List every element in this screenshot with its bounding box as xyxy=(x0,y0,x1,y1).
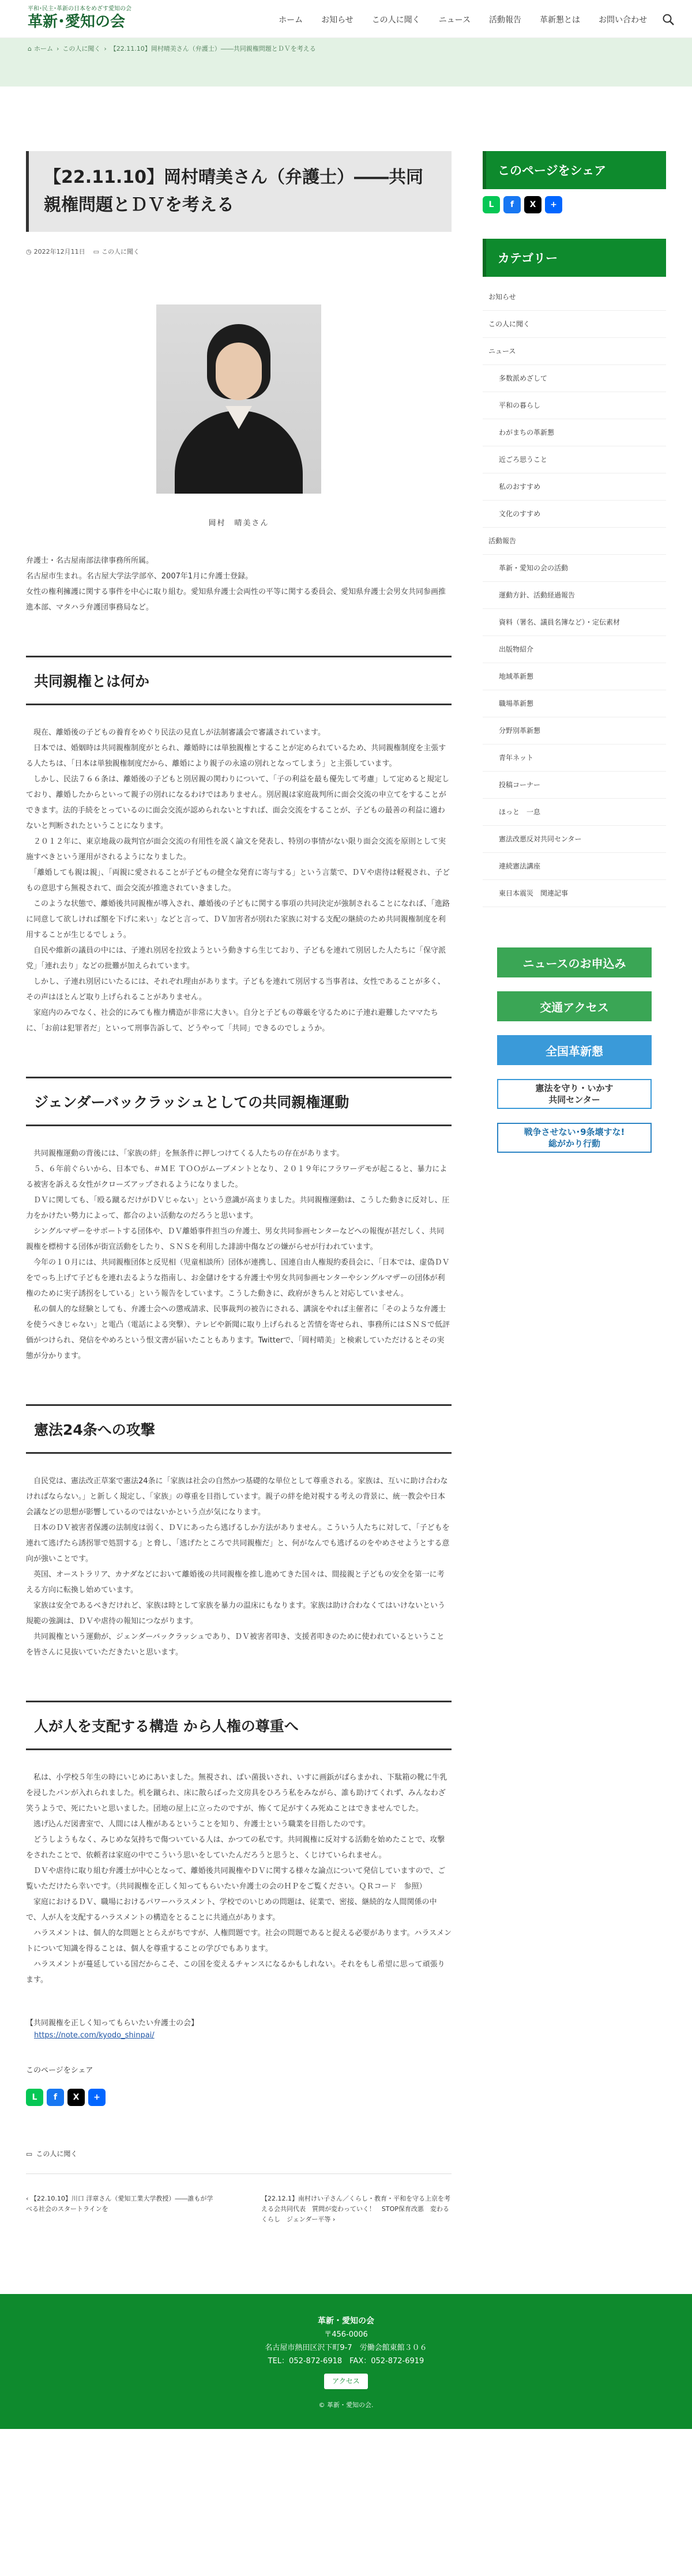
section-paragraph: ２０１２年に、東京地裁の裁判官が面会交流の有用性を説く論文を発表し、特別の事情がない限り面会交流を原則として実施すべきという運用がされるようになりました。 xyxy=(26,837,446,862)
section-paragraph: 日本のＤＶ被害者保護の法制度は弱く、ＤＶにあったら逃げるしか方法がありません。こういう人たちに対して、「子どもを連れて逃げたら誘拐罪で処罰する」と脅し、「逃げたところで共同親権だ」と、何がなんでも逃げるのをやめさせようとする意向が強いことです。 xyxy=(26,1524,450,1563)
content-container xyxy=(26,87,666,2225)
breadcrumb-band xyxy=(0,38,692,87)
section-paragraph: 私は、小学校５年生の時にいじめにあいました。無視され、ばい菌扱いされ、いすに画鋲がばらまかれ、下駄箱の靴に牛乳を浸したパンが入れられました。机を蹴られ、床に散らばった文房具をひろう私をみながら、誰も助けてくれず、みんなわざ笑うようで、死にたいと思いました。団地の屋上に立ったのですが、怖くて足がすくみ死ぬことはできませんでした。 xyxy=(26,1773,447,1813)
section-paragraph: 現在、離婚後の子どもの養育をめぐり民法の見直しが法制審議会で審議されています。 xyxy=(26,728,325,737)
sidebar-category-item[interactable]: 憲法改悪反対共同センター xyxy=(483,826,666,853)
site-title[interactable]: 革新･愛知の会 xyxy=(28,13,126,31)
profile-line: 名古屋市生まれ。名古屋大学法学部卒、2007年1月に弁護士登録。 xyxy=(26,572,253,581)
sidebar-category-item[interactable]: 出版物紹介 xyxy=(483,636,666,663)
post-date: 2022年12月11日 xyxy=(33,248,85,255)
line-share-icon[interactable]: L xyxy=(26,2089,43,2106)
sidebar-banner[interactable]: 全国革新懇 xyxy=(497,1035,652,1065)
breadcrumb-category[interactable]: この人に聞く xyxy=(62,45,101,52)
sidebar-category-item[interactable]: 革新・愛知の会の活動 xyxy=(483,555,666,582)
sidebar-banner[interactable]: 交通アクセス xyxy=(497,991,652,1021)
sidebar-category-item[interactable]: お知らせ xyxy=(483,284,666,311)
section-body xyxy=(26,1473,452,1660)
sidebar-category-item[interactable]: 東日本震災 関連記事 xyxy=(483,880,666,907)
sidebar-category-heading: カテゴリー xyxy=(483,239,666,277)
section-paragraph: ハラスメントは、個人的な問題ととらえがちですが、人権問題です。社会の問題であると捉える必要があります。ハラスメントについて知識を得ることは、個人を尊重することの学びでもあります。 xyxy=(26,1929,452,1953)
portrait-image xyxy=(156,304,321,494)
nav-news-notice[interactable]: お知らせ xyxy=(321,16,353,25)
section-heading: 人が人を支配する構造 から人権の尊重へ xyxy=(26,1701,452,1750)
copyright: © 革新・愛知の会. xyxy=(318,2401,374,2409)
share-buttons xyxy=(26,2089,452,2106)
sidebar-category-item[interactable]: 運動方針、活動経過報告 xyxy=(483,582,666,609)
profile-line: 弁護士・名古屋南部法律事務所所属。 xyxy=(26,556,154,565)
section-paragraph: ＤＶや虐待に取り組む弁護士が中心となって、離婚後共同親権やＤＶに関する様々な論点について発信していますので、ご覧いただけたら幸いです。（共同親権を正しく知ってもらいたい弁護士の会のＨＰをご覧ください。ＱＲコード 参照） xyxy=(26,1867,446,1891)
group-link[interactable]: https://note.com/kyodo_shinpai/ xyxy=(34,2031,155,2040)
sidebar-category-item[interactable]: 平和の暮らし xyxy=(483,392,666,419)
next-arrow-icon: › xyxy=(330,2216,336,2223)
breadcrumb xyxy=(28,44,692,53)
nav-activity[interactable]: 活動報告 xyxy=(489,16,521,25)
section-paragraph: ハラスメントが蔓延している国だからこそ、この国を変えるチャンスになるかもしれない。それをもし希望に思って頑張ります。 xyxy=(26,1960,445,1984)
section-paragraph: このような状態で、離婚後共同親権が導入され、離婚後の子どもに関する事項の共同決定が強制されることになれば、「進路に同意して欲しければ額を下げに来い」などと言って、ＤＶ加害者が別れた家族に対する支配の継続のため共同親権制度を利用することが生じるでしょう。 xyxy=(26,900,450,939)
section-heading: ジェンダーバックラッシュとしての共同親権運動 xyxy=(26,1077,452,1126)
folder-icon: ▭ xyxy=(93,247,100,255)
section-paragraph: 家庭におけるＤＶ、職場におけるパワーハラスメント、学校でのいじめの問題は、従業で、密接、継続的な人間関係の中で、人が人を支配するハラスメントの構造をとることに共通点があります。 xyxy=(26,1898,437,1922)
footer-postal: 〒456-0006 xyxy=(324,2330,368,2339)
footer-tel: TEL：052-872-6918 FAX：052-872-6919 xyxy=(268,2357,424,2366)
footer-name: 革新・愛知の会 xyxy=(318,2316,374,2326)
section-body xyxy=(26,1146,452,1364)
portrait-caption: 岡村 晴美さん xyxy=(208,519,269,528)
section-paragraph: しかし、民法７６６条は、離婚後の子どもと別居親の関わりについて、「子の利益を最も優先して考慮」して定めると規定しており、離婚したからといって親子の別れになるわけではありません。別居親は家庭裁判所に面会交流の申立てをすることができます。法的手続をとっているのに面会交流が認められないとすれば、面会交流をすることが、子どもの最善の利益に適わないと判断されたということになります。 xyxy=(26,775,449,830)
next-post-link[interactable]: 【22.12.1】南村けい子さん／くらし・教育・平和を守る上京を考える会共同代表 質問が変わっていく！ STOP保育改悪 変わるくらし ジェンダー平等 › xyxy=(261,2195,450,2223)
site-logo[interactable] xyxy=(28,6,131,31)
profile-line: 女性の権利擁護に関する事件を中心に取り組む。愛知県弁護士会両性の平等に関する委員会、愛知県弁護士会男女共同参画推進本部、マタハラ弁護団事務局など。 xyxy=(26,588,446,612)
section-paragraph: 家族は安全であるべきだけれど、家族は時として家族を暴力の温床にもなります。家族は助け合わなくてはいけないという規範の強調は、ＤＶや虐待の報知につながります。 xyxy=(26,1601,445,1626)
section-paragraph: ５、６年前ぐらいから、日本でも、＃ＭＥ ＴＯＯがムーブメントとなり、２０１９年にフラワーデモが起こると、暴力による被害を訴える女性がクローズアップされるようになりました。 xyxy=(26,1165,447,1189)
bottom-category-link[interactable]: この人に聞く xyxy=(36,2150,78,2158)
section-body xyxy=(26,725,452,1036)
sidebar-category-item[interactable]: ニュース xyxy=(483,338,666,365)
sidebar-share-buttons xyxy=(483,196,666,213)
sidebar-category-item[interactable]: 地域革新懇 xyxy=(483,663,666,690)
breadcrumb-home[interactable]: ホーム xyxy=(33,45,53,52)
add-share-icon[interactable]: + xyxy=(88,2089,106,2106)
sidebar-banners xyxy=(483,947,666,1153)
category-list xyxy=(483,284,666,907)
sidebar-category-item[interactable]: 職場革新懇 xyxy=(483,690,666,717)
group-info xyxy=(26,2017,452,2106)
section-paragraph: 私の個人的な経験としても、弁護士会への懲戒請求、民事裁判の被告にされる、講演をやれば主催者に「そのような弁護士を使うべきじゃない」と電凸（電話による突撃）、テレビや新聞に取り上げられると苦情を寄せられ、事務所にはＳＮＳで低評価がつけられ、発信をやめろという恨文書が届いたこともあります。Twitterで、「岡村晴美」と検索していただけるとその実態が分かります。 xyxy=(26,1305,450,1360)
sidebar-banner[interactable]: ニュースのお申込み xyxy=(497,947,652,977)
section-paragraph: しかし、子連れ別居にいたるには、それぞれ理由があります。子どもを連れて別居する当事者は、女性であることが多く、その声はほとんど取り上げられることがありません。 xyxy=(26,977,445,1002)
footer-address: 名古屋市熱田区沢下町9-7 労働会館東館３０６ xyxy=(265,2344,427,2352)
sidebar-category-item[interactable]: 連続憲法講座 xyxy=(483,853,666,880)
folder-icon: ▭ xyxy=(26,2149,33,2158)
section-paragraph: 共同親権運動の背後には、「家族の絆」を無条件に押しつけてくる人たちの存在があります。 xyxy=(26,1149,344,1158)
facebook-share-icon[interactable]: f xyxy=(503,196,521,213)
group-label: 【共同親権を正しく知ってもらいたい弁護士の会】 xyxy=(26,2019,199,2028)
section-paragraph: 自民や維新の議員の中には、子連れ別居を拉致ようという動きすら生じており、子どもを連れて別居した人たちに「保守派党」「連れ去り」などの批難が加えられています。 xyxy=(26,946,446,971)
x-share-icon[interactable]: X xyxy=(524,196,541,213)
share-label: このページをシェア xyxy=(26,2066,93,2075)
section-body xyxy=(26,1770,452,1988)
line-share-icon[interactable]: L xyxy=(483,196,500,213)
sidebar-category-item[interactable]: わがまちの革新懇 xyxy=(483,419,666,446)
prev-arrow-icon: ‹ xyxy=(26,2195,31,2202)
page-title: 【22.11.10】岡村晴美さん（弁護士）――共同親権問題とＤＶを考える xyxy=(44,167,424,215)
section-paragraph: 日本では、婚姻時は共同親権制度がとられ、離婚時には単独親権とすることが定められているため、共同親権制度を主張する人たちは、「日本は単独親権制度だから、離婚により親子の永遠の別れとなってしまう」と主張しています。 xyxy=(26,744,446,768)
bottom-category xyxy=(26,2149,452,2158)
breadcrumb-sep: › xyxy=(104,44,107,52)
search-icon[interactable] xyxy=(662,13,675,26)
post-meta xyxy=(26,247,452,256)
sidebar-banner[interactable]: 憲法を守り・いかす 共同センター xyxy=(497,1079,652,1109)
main-column xyxy=(26,151,452,2225)
sidebar-banner[interactable]: 戦争させない･9条壊すな! 総がかり行動 xyxy=(497,1123,652,1153)
section-paragraph: 「離婚しても親は親」、「両親に愛されることが子どもの健全な発育に寄与する」という言葉で、ＤＶや虐待は軽視され、子どもの意思すら無視されて、面会交流が推進されていきました。 xyxy=(26,868,450,893)
sidebar-category-item[interactable]: 文化のすすめ xyxy=(483,501,666,528)
section-heading: 共同親権とは何か xyxy=(26,656,452,705)
section-paragraph: 逃げ込んだ図書室で、人間には人権があるということを知り、弁護士という職業を目指したのです。 xyxy=(26,1820,370,1829)
sidebar-category-item[interactable]: 私のおすすめ xyxy=(483,473,666,501)
facebook-share-icon[interactable]: f xyxy=(47,2089,64,2106)
section-paragraph: 共同親権という運動が、ジェンダーバックラッシュであり、ＤＶ被害者叩き、支援者叩きのために使われているということを皆さんに見抜いていただきたいと思います。 xyxy=(26,1633,445,1657)
sidebar-category-item[interactable]: 近ごろ思うこと xyxy=(483,446,666,473)
section-paragraph: 自民党は、憲法改正草案で憲法24条に「家族は社会の自然かつ基礎的な単位として尊重される。家族は、互いに助け合わなければならない。」と新しく規定し、「家族」の尊重を目指しています。親子の絆を絶対視する考えの背景に、統一教会や日本会議などの思想が影響しているのではないかという点が気になります。 xyxy=(26,1477,448,1517)
home-icon: ⌂ xyxy=(28,44,32,52)
sidebar-category-item[interactable]: 多数派めざして xyxy=(483,365,666,392)
access-button[interactable]: アクセス xyxy=(324,2374,368,2389)
sidebar-category-item[interactable]: 分野別革新懇 xyxy=(483,717,666,744)
sidebar-category-item[interactable]: ほっと 一息 xyxy=(483,799,666,826)
breadcrumb-current: 【22.11.10】岡村晴美さん（弁護士）――共同親権問題とＤＶを考える xyxy=(110,45,316,52)
sidebar-category-item[interactable]: この人に聞く xyxy=(483,311,666,338)
add-share-icon[interactable]: + xyxy=(545,196,562,213)
prev-post-link[interactable]: ‹ 【22.10.10】川口 洋章さん（愛知工業大学教授）――誰もが学べる社会のスタートラインを xyxy=(26,2195,213,2213)
sidebar-share-heading: このページをシェア xyxy=(483,151,666,189)
section-paragraph: どうしようもなく、みじめな気持ちで傷ついている人は、かつての私です。共同親権に反対する活動を始めたことで、攻撃をされたことで、依頼者は家庭の中でこういう思いをしていたんだろうと思うと、くじけていられません。 xyxy=(26,1836,445,1860)
nav-home[interactable]: ホーム xyxy=(279,16,303,25)
profile-text xyxy=(26,553,452,615)
global-nav xyxy=(260,13,675,26)
section-paragraph: シングルマザーをサポートする団体や、ＤＶ離婚事件担当の弁護士、男女共同参画センターなどへの報復が甚だしく、共同親権を標榜する団体が街宣活動をしたり、ＳＮＳを利用した誹謗中傷などの嫌がらせが行われています。 xyxy=(26,1227,445,1251)
x-share-icon[interactable]: X xyxy=(67,2089,85,2106)
sidebar xyxy=(483,151,666,2225)
nav-news[interactable]: ニュース xyxy=(438,16,471,25)
post-category-link[interactable]: この人に聞く xyxy=(101,248,140,255)
site-footer xyxy=(0,2294,692,2429)
post-navigation xyxy=(26,2173,452,2225)
sidebar-category-item[interactable]: 活動報告 xyxy=(483,528,666,555)
site-header xyxy=(0,0,692,38)
sidebar-category-item[interactable]: 青年ネット xyxy=(483,744,666,772)
nav-contact[interactable]: お問い合わせ xyxy=(599,16,647,25)
breadcrumb-sep: › xyxy=(56,44,59,52)
calendar-icon: ◷ xyxy=(26,247,32,255)
sidebar-category-item[interactable]: 投稿コーナー xyxy=(483,772,666,799)
section-paragraph: ＤＶに関しても、「殴る蹴るだけがＤＶじゃない」という意識が高まりました。共同親権運動は、こうした動きに反対し、圧力をかけたい勢力によって、都合のよい活動なのだろうと思います。 xyxy=(26,1196,450,1220)
section-paragraph: 英国、オーストラリア、カナダなどにおいて離婚後の共同親権を推し進めてきた国々は、間接親と子どもの安全を第一に考える方向に転換し始めています。 xyxy=(26,1570,445,1595)
site-tagline: 平和･民主･革新の日本をめざす愛知の会 xyxy=(28,6,131,12)
sidebar-category-item[interactable]: 資料（署名、議員名簿など）・定伝素材 xyxy=(483,609,666,636)
nav-interview[interactable]: この人に聞く xyxy=(371,16,420,25)
section-paragraph: 家庭内のみでなく、社会的にみても権力構造が非常に大きい。自分と子どもの尊厳を守るために子連れ避難したママたちに、「お前は犯罪者だ」といって刑事告訴して、どうやって「共同」できるのでしょうか。 xyxy=(26,1009,438,1033)
section-heading: 憲法24条への攻撃 xyxy=(26,1404,452,1454)
nav-about[interactable]: 革新懇とは xyxy=(540,16,580,25)
section-paragraph: 今年の１０月には、共同親権団体と反児相（児童相談所）団体が連携し、国連自由人権規約委員会に、「日本では、虚偽ＤＶをでっち上げて子どもを連れ去るような指南し、お金儲けをする弁護士や男女共同参画センターやシングルマザーの団体が利権のために実子誘拐をしている」という報告をしています。こうした動きに、政府がきちんと対応していません。 xyxy=(26,1258,450,1298)
title-box xyxy=(26,151,452,232)
